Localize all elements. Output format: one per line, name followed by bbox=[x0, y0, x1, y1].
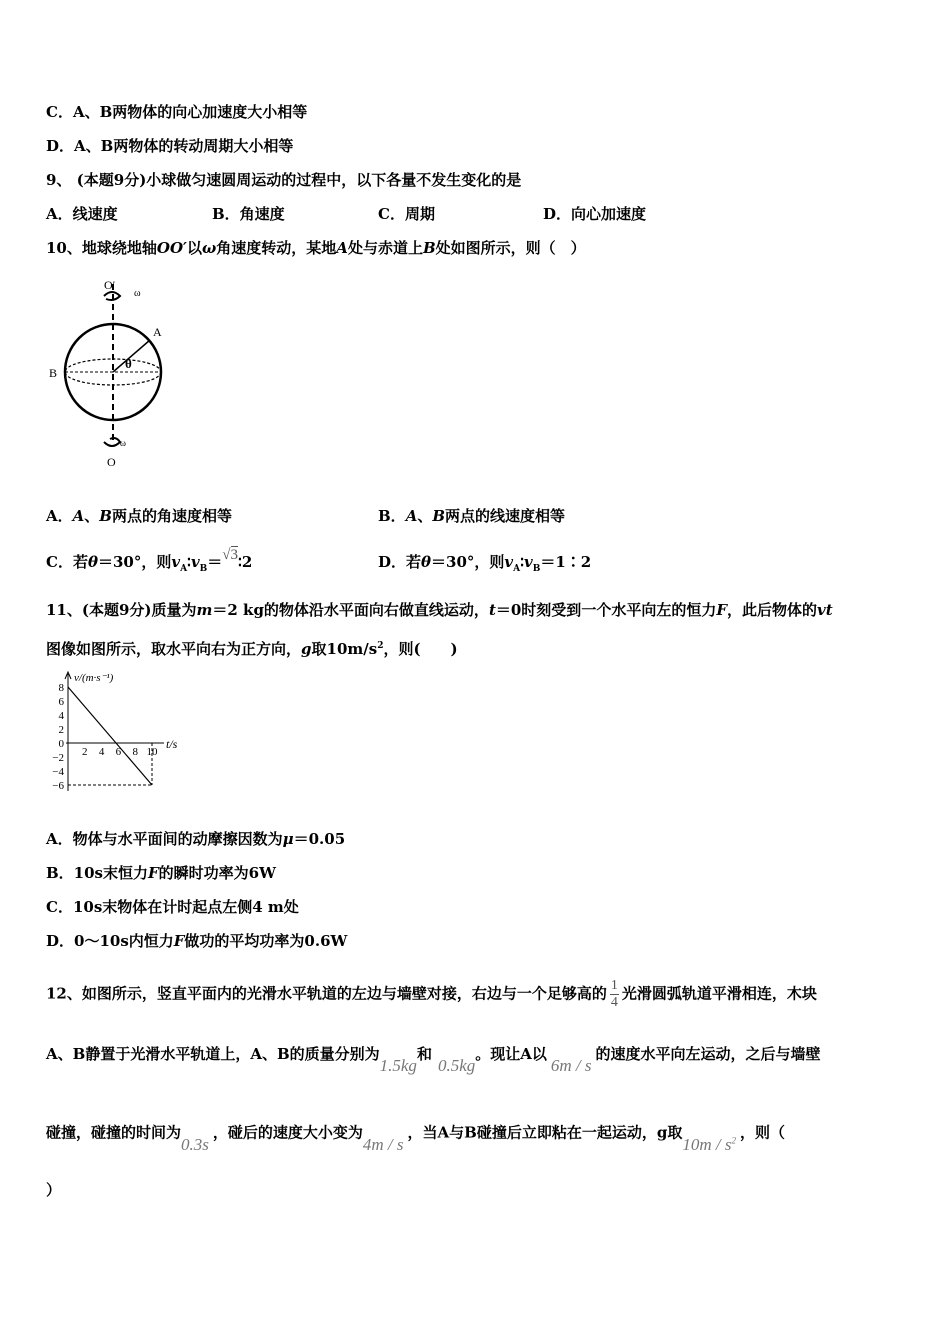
fig-label-omega-bottom: ω bbox=[120, 438, 126, 448]
fig-label-b: B bbox=[49, 366, 58, 380]
x-tick-label: 4 bbox=[98, 746, 105, 758]
q11-option-a: A．物体与水平面间的动摩擦因数为μ＝0.05 bbox=[46, 830, 346, 848]
sqrt-expression: √3 bbox=[222, 547, 239, 563]
y-tick-label: −6 bbox=[52, 780, 64, 792]
fig-label-theta: θ bbox=[125, 356, 132, 371]
fig-label-a: A bbox=[153, 325, 162, 339]
y-tick-label: 2 bbox=[58, 724, 64, 736]
rotation-arrow-bottom-icon bbox=[104, 438, 120, 446]
x-tick-label: 6 bbox=[115, 746, 122, 758]
q11-stem-line2: 图像如图所示，取水平向右为正方向，g取$10m/s^2$，则( ) bbox=[46, 640, 458, 658]
q9-option-c: C．周期 bbox=[378, 205, 435, 223]
q12-line4: ） bbox=[46, 1181, 62, 1199]
q9-option-b: B．角速度 bbox=[212, 205, 285, 223]
quarter-fraction: $\frac{1}{4}$ bbox=[610, 978, 618, 1010]
y-tick-label: 4 bbox=[58, 710, 64, 722]
fig-label-omega-top: ω bbox=[134, 288, 141, 299]
q10-stem: 10、地球绕地轴OO′以ω角速度转动，某地A处与赤道上B处如图所示，则（ ） bbox=[46, 239, 586, 257]
x-axis-label: t/s bbox=[166, 737, 178, 751]
q11-option-d: D．0～10s内恒力F做功的平均功率为0.6W bbox=[46, 932, 348, 950]
q12-line2: A、B静置于光滑水平轨道上，A、B的质量分别为1.5kg和0.5kg。现让A以6m / s的速度水平向左运动，之后与墙壁 bbox=[46, 1045, 821, 1075]
y-tick-label: 6 bbox=[58, 696, 64, 708]
q11-option-c: C．10s末物体在计时起点左侧4 m处 bbox=[46, 898, 299, 916]
y-tick-label: 0 bbox=[58, 738, 64, 750]
q9-option-a: A．线速度 bbox=[46, 205, 118, 223]
q10-option-c: C．若θ＝30°，则$v_A∶v_B=√3∶2$ bbox=[46, 547, 253, 574]
q12-line3: 碰撞，碰撞的时间为0.3s，碰后的速度大小变为4m / s，当A与B碰撞后立即粘在一起运动，g取$10m / s^2$ ，则（ bbox=[46, 1123, 785, 1154]
y-tick-label: 8 bbox=[58, 682, 64, 694]
q8-option-c: C．A、B两物体的向心加速度大小相等 bbox=[46, 103, 308, 121]
earth-figure bbox=[44, 276, 184, 472]
vt-chart bbox=[44, 668, 214, 800]
vt-series-line bbox=[68, 687, 152, 785]
q12-line1: 12、如图所示，竖直平面内的光滑水平轨道的左边与墙壁对接，右边与一个足够高的 $\frac{1}{4}$ 光滑圆弧轨道平滑相连，木块 bbox=[46, 978, 817, 1010]
x-tick-label: 8 bbox=[132, 746, 138, 758]
q11-stem-line1: 11、(本题9分)质量为m＝2 kg的物体沿水平面向右做直线运动，t＝0时刻受到一个水平向左的恒力F，此后物体的vt bbox=[46, 601, 833, 619]
q9-stem: 9、 (本题9分)小球做匀速圆周运动的过程中，以下各量不发生变化的是 bbox=[46, 171, 522, 189]
q11-option-b: B．10s末恒力F的瞬时功率为6W bbox=[46, 864, 276, 882]
y-tick-label: −4 bbox=[52, 766, 64, 778]
fig-label-o-prime: O′ bbox=[104, 278, 116, 292]
x-tick-label: 2 bbox=[82, 746, 88, 758]
q10-option-b: B．A、B两点的线速度相等 bbox=[378, 507, 566, 525]
fig-label-o: O bbox=[107, 455, 116, 469]
q8-option-d: D．A、B两物体的转动周期大小相等 bbox=[46, 137, 294, 155]
q10-option-d: D．若θ＝30°，则$v_A∶v_B=1∶2$ bbox=[378, 553, 592, 574]
y-axis-label: v/(m·s⁻¹) bbox=[74, 672, 114, 684]
x-tick-label: 10 bbox=[146, 746, 158, 758]
q9-option-d: D．向心加速度 bbox=[543, 205, 647, 223]
q10-option-a: A．A、B两点的角速度相等 bbox=[46, 507, 232, 525]
y-tick-label: −2 bbox=[52, 752, 64, 764]
